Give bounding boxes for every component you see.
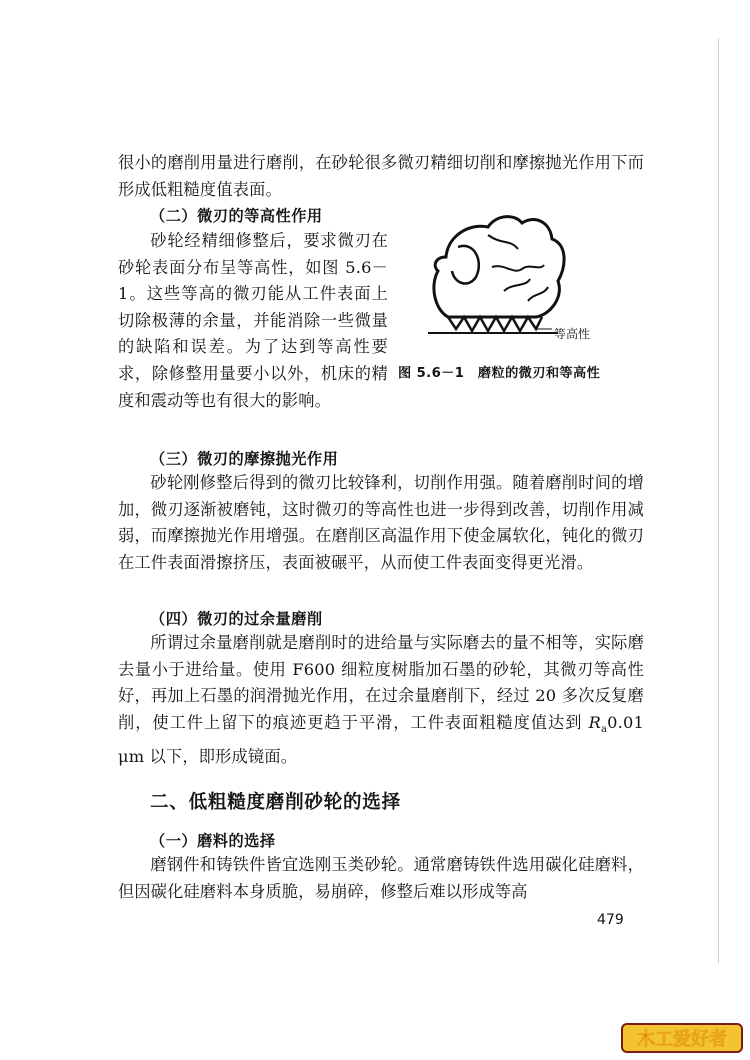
page-edge-rule [718,38,719,963]
figure-caption: 图 5.6－1 磨粒的微刃和等高性 [398,366,601,381]
ra-symbol: R [588,712,601,732]
page-number: 479 [597,912,624,928]
watermark-text: 木工爱好者 [637,1029,727,1050]
grain-crack [488,235,518,249]
ra-subscript: a [600,724,608,736]
micro-edges [448,317,542,331]
heading-sub1: （一）磨料的选择 [150,832,276,850]
paragraph-sub1: 磨钢件和铸铁件皆宜选刚玉类砂轮。通常磨铸铁件选用碳化硅磨料，但因碳化硅磨料本身质脆，易崩碎，修整后难以形成等高 [118,855,644,901]
heading-sec2: （二）微刃的等高性作用 [150,207,323,225]
paragraph-sec4 [118,630,644,770]
heading-sec4: （四）微刃的过余量磨削 [150,610,323,628]
paragraph-sec3: 砂轮刚修整后得到的微刃比较锋利，切削作用强。随着磨削时间的增加，微刃逐渐被磨钝，这时微刃的等高性也进一步得到改善，切削作用减弱，而摩擦抛光作用增强。在磨削区高温作用下使金属软化，钝化的微刃在工件表面滑擦挤压，表面被碾平，从而使工件表面变得更光滑。 [118,473,644,572]
watermark-logo [620,1020,744,1054]
paragraph-intro: 很小的磨削用量进行磨削，在砂轮很多微刃精细切削和摩擦抛光作用下而形成低粗糙度值表面。 [118,153,644,199]
sec4-text-part1: 所谓过余量磨削就是磨削时的进给量与实际磨去的量不相等，实际磨去量小于进给量。使用 F600 细粒度树脂加石墨的砂轮，其微刃等高性好，再加上石墨的润滑抛光作用，在过余量磨削下，经过 20 多次反复磨削，使工件上留下的痕迹更趋于平滑，工件表面粗糙度值达到 [118,633,644,732]
grain-crack [528,287,548,301]
heading-sec3: （三）微刃的摩擦抛光作用 [150,450,339,468]
grain-crack [492,265,544,271]
grain-crack [504,279,530,291]
sec4-text-part2: 0.01 μm 以下，即形成镜面。 [118,712,644,766]
grain-facet [452,246,479,284]
heading-main-2: 二、低粗糙度磨削砂轮的选择 [150,792,401,813]
paragraph-sec2: 砂轮经精细修整后，要求微刃在砂轮表面分布呈等高性，如图 5.6－1。这些等高的微刃能从工件表面上切除极薄的余量，并能消除一些微量的缺陷和误差。为了达到等高性要求，除修整用量要小以外，机床的精度和震动等也有很大的影响。 [118,231,388,410]
figure-label: 等高性 [554,327,591,341]
